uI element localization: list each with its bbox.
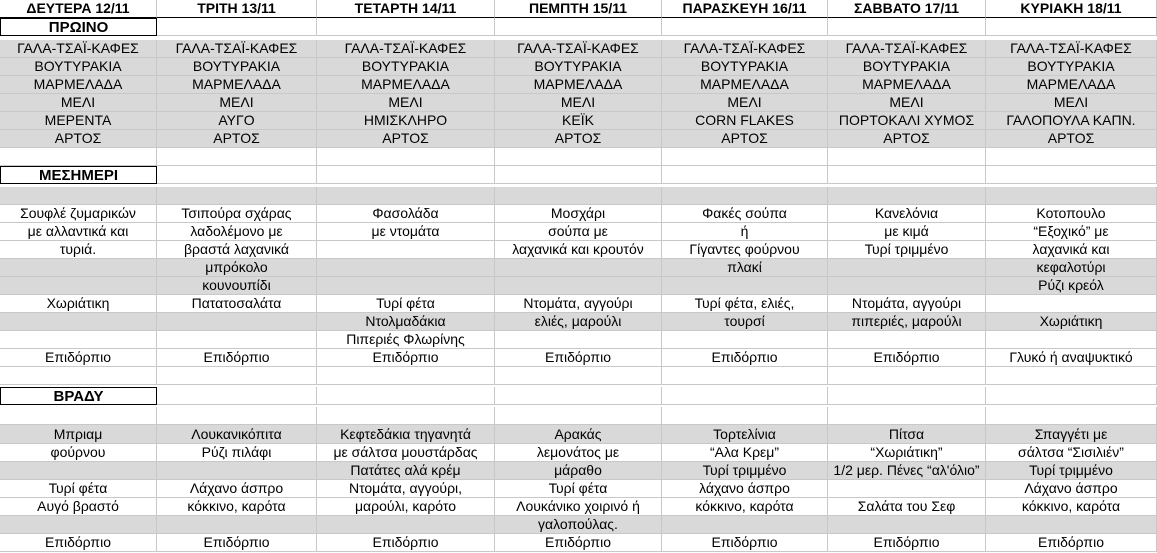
menu-item-cell [0,331,157,349]
menu-item-cell: ΜΕΛΙ [986,94,1157,112]
menu-item-cell: Αυγό βραστό [0,498,157,516]
empty-cell [0,407,157,425]
menu-item-cell [986,331,1157,349]
menu-item-cell: Ρύζι πιλάφι [157,444,317,462]
table-row [0,0,1157,18]
menu-item-cell: Χωριάτικη [986,313,1157,331]
menu-item-cell: ΑΡΤΟΣ [828,130,986,148]
menu-item-cell: Επιδόρπιο [495,349,662,367]
table-row [0,313,1157,331]
menu-item-cell: Επιδόρπιο [317,349,495,367]
empty-cell [0,187,157,205]
table-row [0,349,1157,367]
menu-item-cell: ΓΑΛΑ-ΤΣΑΪ-ΚΑΦΕΣ [317,40,495,58]
empty-cell [986,387,1157,405]
menu-item-cell [157,331,317,349]
table-row [0,76,1157,94]
empty-cell [828,407,986,425]
empty-cell [495,148,662,166]
menu-item-cell: Επιδόρπιο [662,349,828,367]
menu-item-cell: ΑΡΤΟΣ [157,130,317,148]
menu-item-cell: 1/2 μερ. Πένες “αλ'όλιο” [828,462,986,480]
empty-cell [662,187,828,205]
menu-item-cell: ΜΕΡΕΝΤΑ [0,112,157,130]
empty-cell [986,367,1157,385]
menu-item-cell: Λουκανικόπιτα [157,426,317,444]
menu-item-cell: κόκκινο, καρότα [157,498,317,516]
table-row [0,462,1157,480]
table-row [0,387,1157,405]
table-row [0,112,1157,130]
menu-item-cell: Τυρί φέτα [495,480,662,498]
menu-item-cell: πλακί [662,259,828,277]
menu-item-cell: Τσιπούρα σχάρας [157,205,317,223]
menu-item-cell [828,331,986,349]
menu-item-cell: CORN FLAKES [662,112,828,130]
menu-item-cell: ΜΑΡΜΕΛΑΔΑ [157,76,317,94]
menu-item-cell: λαχανικά και κρουτόν [495,241,662,259]
table-row [0,94,1157,112]
menu-item-cell: κουνουπίδι [157,277,317,295]
menu-item-cell: λάχανο άσπρο [662,480,828,498]
menu-item-cell: ΗΜΙΣΚΛΗΡΟ [317,112,495,130]
table-row [0,498,1157,516]
empty-cell [986,407,1157,425]
menu-item-cell [662,331,828,349]
menu-item-cell: μπρόκολο [157,259,317,277]
menu-item-cell: Ντολμαδάκια [317,313,495,331]
menu-item-cell: ή [662,223,828,241]
table-row [0,241,1157,259]
table-row [0,259,1157,277]
menu-item-cell: Ρύζι κρεόλ [986,277,1157,295]
menu-item-cell: Επιδόρπιο [0,534,157,552]
menu-item-cell [662,516,828,534]
empty-cell [828,18,986,36]
menu-item-cell: Σαλάτα του Σεφ [828,498,986,516]
menu-item-cell: ΜΑΡΜΕΛΑΔΑ [495,76,662,94]
menu-item-cell: “Εξοχικό” με [986,223,1157,241]
empty-cell [495,407,662,425]
menu-item-cell [828,516,986,534]
menu-item-cell [0,259,157,277]
empty-cell [317,367,495,385]
menu-item-cell [986,516,1157,534]
menu-item-cell [157,516,317,534]
empty-cell [828,166,986,184]
menu-item-cell: Επιδόρπιο [986,534,1157,552]
menu-item-cell: Λάχανο άσπρο [986,480,1157,498]
menu-item-cell [986,295,1157,313]
menu-item-cell: Επιδόρπιο [828,349,986,367]
menu-item-cell: Γλυκό ή αναψυκτικό [986,349,1157,367]
menu-item-cell: ΑΡΤΟΣ [662,130,828,148]
menu-item-cell: ΒΟΥΤΥΡΑΚΙΑ [986,58,1157,76]
menu-item-cell: Επιδόρπιο [495,534,662,552]
section-title-breakfast: ΠΡΩΙΝΟ [0,18,157,36]
menu-item-cell: Λουκάνικο χοιρινό ή [495,498,662,516]
empty-cell [986,187,1157,205]
menu-item-cell: λαχανικά και [986,241,1157,259]
menu-item-cell: τυριά. [0,241,157,259]
table-row [0,480,1157,498]
menu-item-cell: Μοσχάρι [495,205,662,223]
menu-item-cell: ΜΕΛΙ [662,94,828,112]
menu-item-cell: Τυρί τριμμένο [828,241,986,259]
menu-item-cell: ΓΑΛΟΠΟΥΛΑ ΚΑΠΝ. [986,112,1157,130]
menu-item-cell [0,277,157,295]
empty-cell [157,148,317,166]
section-title-lunch: ΜΕΣΗΜΕΡΙ [0,166,157,184]
menu-item-cell: Τυρί φέτα, ελιές, [662,295,828,313]
menu-item-cell: με κιμά [828,223,986,241]
menu-item-cell: Κεφτεδάκια τηγανητά [317,426,495,444]
menu-item-cell: ΑΡΤΟΣ [317,130,495,148]
empty-cell [495,166,662,184]
menu-item-cell: Επιδόρπιο [662,534,828,552]
empty-cell [662,367,828,385]
menu-item-cell: Ντομάτα, αγγούρι [495,295,662,313]
menu-item-cell: ΜΕΛΙ [317,94,495,112]
menu-item-cell: Τυρί τριμμένο [662,462,828,480]
menu-item-cell: ΑΡΤΟΣ [495,130,662,148]
menu-item-cell: Σπαγγέτι με [986,426,1157,444]
table-row [0,516,1157,534]
menu-item-cell: ΓΑΛΑ-ΤΣΑΪ-ΚΑΦΕΣ [495,40,662,58]
day-header: ΔΕΥΤΕΡΑ 12/11 [0,0,157,18]
table-row [0,58,1157,76]
menu-item-cell: Επιδόρπιο [157,534,317,552]
menu-item-cell: ΒΟΥΤΥΡΑΚΙΑ [0,58,157,76]
menu-item-cell: “Χωριάτικη” [828,444,986,462]
menu-item-cell: σούπα με [495,223,662,241]
table-row [0,130,1157,148]
menu-item-cell [0,313,157,331]
menu-item-cell: Τυρί τριμμένο [986,462,1157,480]
menu-item-cell: γαλοπούλας. [495,516,662,534]
empty-cell [662,407,828,425]
menu-item-cell: ΚΕΪΚ [495,112,662,130]
table-row [0,187,1157,205]
menu-item-cell: Επιδόρπιο [317,534,495,552]
menu-item-cell: πιπεριές, μαρούλι [828,313,986,331]
table-row [0,331,1157,349]
menu-item-cell: Γίγαντες φούρνου [662,241,828,259]
menu-item-cell: Αρακάς [495,426,662,444]
empty-cell [317,18,495,36]
menu-item-cell: κόκκινο, καρότα [986,498,1157,516]
menu-item-cell [662,277,828,295]
menu-item-cell: μαρούλι, καρότο [317,498,495,516]
menu-item-cell [828,480,986,498]
empty-cell [317,166,495,184]
table-row [0,166,1157,184]
empty-cell [317,187,495,205]
menu-item-cell [317,277,495,295]
menu-item-cell: Πιπεριές Φλωρίνης [317,331,495,349]
table-row [0,426,1157,444]
empty-cell [495,18,662,36]
menu-item-cell: Επιδόρπιο [828,534,986,552]
menu-item-cell: ΒΟΥΤΥΡΑΚΙΑ [317,58,495,76]
menu-item-cell: κόκκινο, καρότα [662,498,828,516]
menu-item-cell: ΜΑΡΜΕΛΑΔΑ [317,76,495,94]
menu-item-cell: Σουφλέ ζυμαρικών [0,205,157,223]
empty-cell [157,187,317,205]
empty-cell [495,367,662,385]
empty-cell [317,407,495,425]
menu-item-cell [157,462,317,480]
empty-cell [317,387,495,405]
menu-item-cell: με σάλτσα μουστάρδας [317,444,495,462]
empty-cell [0,148,157,166]
table-row [0,148,1157,166]
menu-item-cell: Επιδόρπιο [0,349,157,367]
menu-item-cell: Πατατοσαλάτα [157,295,317,313]
empty-cell [317,148,495,166]
table-row [0,367,1157,385]
menu-item-cell: σάλτσα “Σισιλιέν” [986,444,1157,462]
menu-item-cell [0,516,157,534]
day-header: ΠΕΜΠΤΗ 15/11 [495,0,662,18]
menu-item-cell: Ντομάτα, αγγούρι, [317,480,495,498]
menu-item-cell [495,259,662,277]
menu-item-cell: Επιδόρπιο [157,349,317,367]
empty-cell [828,367,986,385]
day-header: ΚΥΡΙΑΚΗ 18/11 [986,0,1157,18]
menu-item-cell [157,313,317,331]
menu-item-cell: Λάχανο άσπρο [157,480,317,498]
menu-item-cell: ΜΕΛΙ [0,94,157,112]
menu-item-cell: ΒΟΥΤΥΡΑΚΙΑ [157,58,317,76]
menu-item-cell: Φασολάδα [317,205,495,223]
day-header: ΠΑΡΑΣΚΕΥΗ 16/11 [662,0,828,18]
menu-item-cell: λεμονάτος με [495,444,662,462]
empty-cell [0,367,157,385]
table-row [0,223,1157,241]
empty-cell [662,387,828,405]
empty-cell [986,148,1157,166]
day-header: ΤΕΤΑΡΤΗ 14/11 [317,0,495,18]
menu-item-cell: ΜΕΛΙ [828,94,986,112]
menu-item-cell: ΓΑΛΑ-ΤΣΑΪ-ΚΑΦΕΣ [828,40,986,58]
empty-cell [157,166,317,184]
menu-item-cell: τουρσί [662,313,828,331]
menu-item-cell: φούρνου [0,444,157,462]
menu-item-cell: Κανελόνια [828,205,986,223]
menu-item-cell: Φακές σούπα [662,205,828,223]
table-row [0,295,1157,313]
table-row [0,277,1157,295]
empty-cell [662,148,828,166]
menu-item-cell: ΑΥΓΟ [157,112,317,130]
menu-item-cell: με ντομάτα [317,223,495,241]
menu-item-cell: κεφαλοτύρι [986,259,1157,277]
empty-cell [828,387,986,405]
menu-item-cell: Τυρί φέτα [317,295,495,313]
menu-item-cell: Πατάτες αλά κρέμ [317,462,495,480]
menu-item-cell: Πίτσα [828,426,986,444]
menu-item-cell [0,462,157,480]
menu-item-cell: “Αλα Κρεμ” [662,444,828,462]
day-header: ΤΡΙΤΗ 13/11 [157,0,317,18]
table-row [0,205,1157,223]
menu-item-cell [828,259,986,277]
menu-item-cell: Κοτοπουλο [986,205,1157,223]
section-title-dinner: ΒΡΑΔΥ [0,387,157,405]
menu-item-cell: ΓΑΛΑ-ΤΣΑΪ-ΚΑΦΕΣ [157,40,317,58]
menu-item-cell [317,241,495,259]
menu-item-cell: ΑΡΤΟΣ [0,130,157,148]
menu-item-cell: ΜΕΛΙ [157,94,317,112]
menu-item-cell: με αλλαντικά και [0,223,157,241]
menu-item-cell: ΒΟΥΤΥΡΑΚΙΑ [828,58,986,76]
empty-cell [157,18,317,36]
table-row [0,444,1157,462]
menu-item-cell: ΓΑΛΑ-ΤΣΑΪ-ΚΑΦΕΣ [986,40,1157,58]
menu-item-cell [495,277,662,295]
menu-item-cell: μάραθο [495,462,662,480]
day-header: ΣΑΒΒΑΤΟ 17/11 [828,0,986,18]
menu-item-cell: ΜΑΡΜΕΛΑΔΑ [828,76,986,94]
empty-cell [662,166,828,184]
menu-item-cell: ΜΕΛΙ [495,94,662,112]
empty-cell [986,18,1157,36]
menu-item-cell: βραστά λαχανικά [157,241,317,259]
menu-item-cell: ΒΟΥΤΥΡΑΚΙΑ [495,58,662,76]
menu-item-cell: ΓΑΛΑ-ΤΣΑΪ-ΚΑΦΕΣ [0,40,157,58]
menu-item-cell: ΜΑΡΜΕΛΑΔΑ [986,76,1157,94]
menu-item-cell [495,331,662,349]
empty-cell [828,148,986,166]
empty-cell [157,387,317,405]
menu-item-cell: Τυρί φέτα [0,480,157,498]
menu-item-cell: ΠΟΡΤΟΚΑΛΙ ΧΥΜΟΣ [828,112,986,130]
table-row [0,40,1157,58]
menu-item-cell: Μπριαμ [0,426,157,444]
empty-cell [828,187,986,205]
empty-cell [495,187,662,205]
table-row [0,18,1157,36]
menu-item-cell: ΒΟΥΤΥΡΑΚΙΑ [662,58,828,76]
menu-item-cell: λαδολέμονο με [157,223,317,241]
menu-item-cell: Ντομάτα, αγγούρι [828,295,986,313]
menu-item-cell: Χωριάτικη [0,295,157,313]
empty-cell [495,387,662,405]
menu-item-cell: ΜΑΡΜΕΛΑΔΑ [662,76,828,94]
menu-item-cell: ΓΑΛΑ-ΤΣΑΪ-ΚΑΦΕΣ [662,40,828,58]
table-row [0,534,1157,552]
empty-cell [662,18,828,36]
empty-cell [157,407,317,425]
menu-item-cell: ελιές, μαρούλι [495,313,662,331]
menu-item-cell: Τορτελίνια [662,426,828,444]
menu-item-cell [317,259,495,277]
menu-item-cell: ΜΑΡΜΕΛΑΔΑ [0,76,157,94]
empty-cell [986,166,1157,184]
menu-item-cell: ΑΡΤΟΣ [986,130,1157,148]
menu-item-cell [317,516,495,534]
empty-cell [157,367,317,385]
menu-item-cell [828,277,986,295]
table-row [0,407,1157,425]
